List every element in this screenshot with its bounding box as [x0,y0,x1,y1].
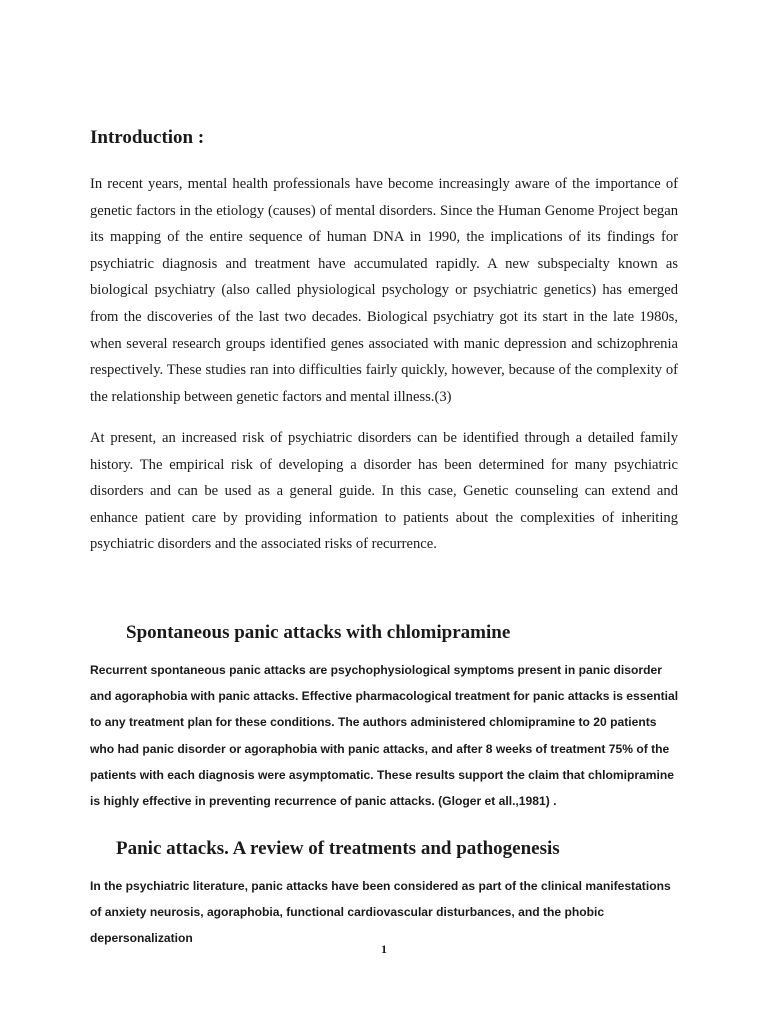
introduction-paragraph-1: In recent years, mental health professionals have become increasingly aware of the importance of genetic factors in the etiology (causes) of mental disorders. Since the Human Genome Project began its mapping of the entire sequence of human DNA in 1990, the implications of its findings for psychiatric diagnosis and treatment have accumulated rapidly. A new subspecialty known as biological psychiatry (also called physiological psychology or psychiatric genetics) has emerged from the discoveries of the last two decades. Biological psychiatry got its start in the late 1980s, when several research groups identified genes associated with manic depression and schizophrenia respectively. These studies ran into difficulties fairly quickly, however, because of the complexity of the relationship between genetic factors and mental illness.(3) [90,176,678,405]
page-number: 1 [381,942,387,956]
section-heading-chlomipramine: Spontaneous panic attacks with chlomipramine [126,622,511,643]
section-paragraph-panic-review: In the psychiatric literature, panic attacks have been considered as part of the clinical manifestations of anxiety neurosis, agoraphobia, functional cardiovascular disturbances, and the phobic depersonalization [90,879,671,946]
section-paragraph-chlomipramine: Recurrent spontaneous panic attacks are psychophysiological symptoms present in panic disorder and agoraphobia with panic attacks. Effective pharmacological treatment for panic attacks is essential to any treatment plan for these conditions. The authors administered chlomipramine to 20 patients who had panic disorder or agoraphobia with panic attacks, and after 8 weeks of treatment 75% of the patients with each diagnosis were asymptomatic. These results support the claim that chlomipramine is highly effective in preventing recurrence of panic attacks. (Gloger et all.,1981) . [90,663,679,809]
section-heading-panic-review: Panic attacks. A review of treatments and pathogenesis [116,838,560,859]
introduction-heading: Introduction : [90,127,205,148]
introduction-paragraph-2: At present, an increased risk of psychiatric disorders can be identified through a detailed family history. The empirical risk of developing a disorder has been determined for many psychiatric disorders and can be used as a general guide. In this case, Genetic counseling can extend and enhance patient care by providing information to patients about the complexities of inheriting psychiatric disorders and the associated risks of recurrence. [90,430,678,553]
